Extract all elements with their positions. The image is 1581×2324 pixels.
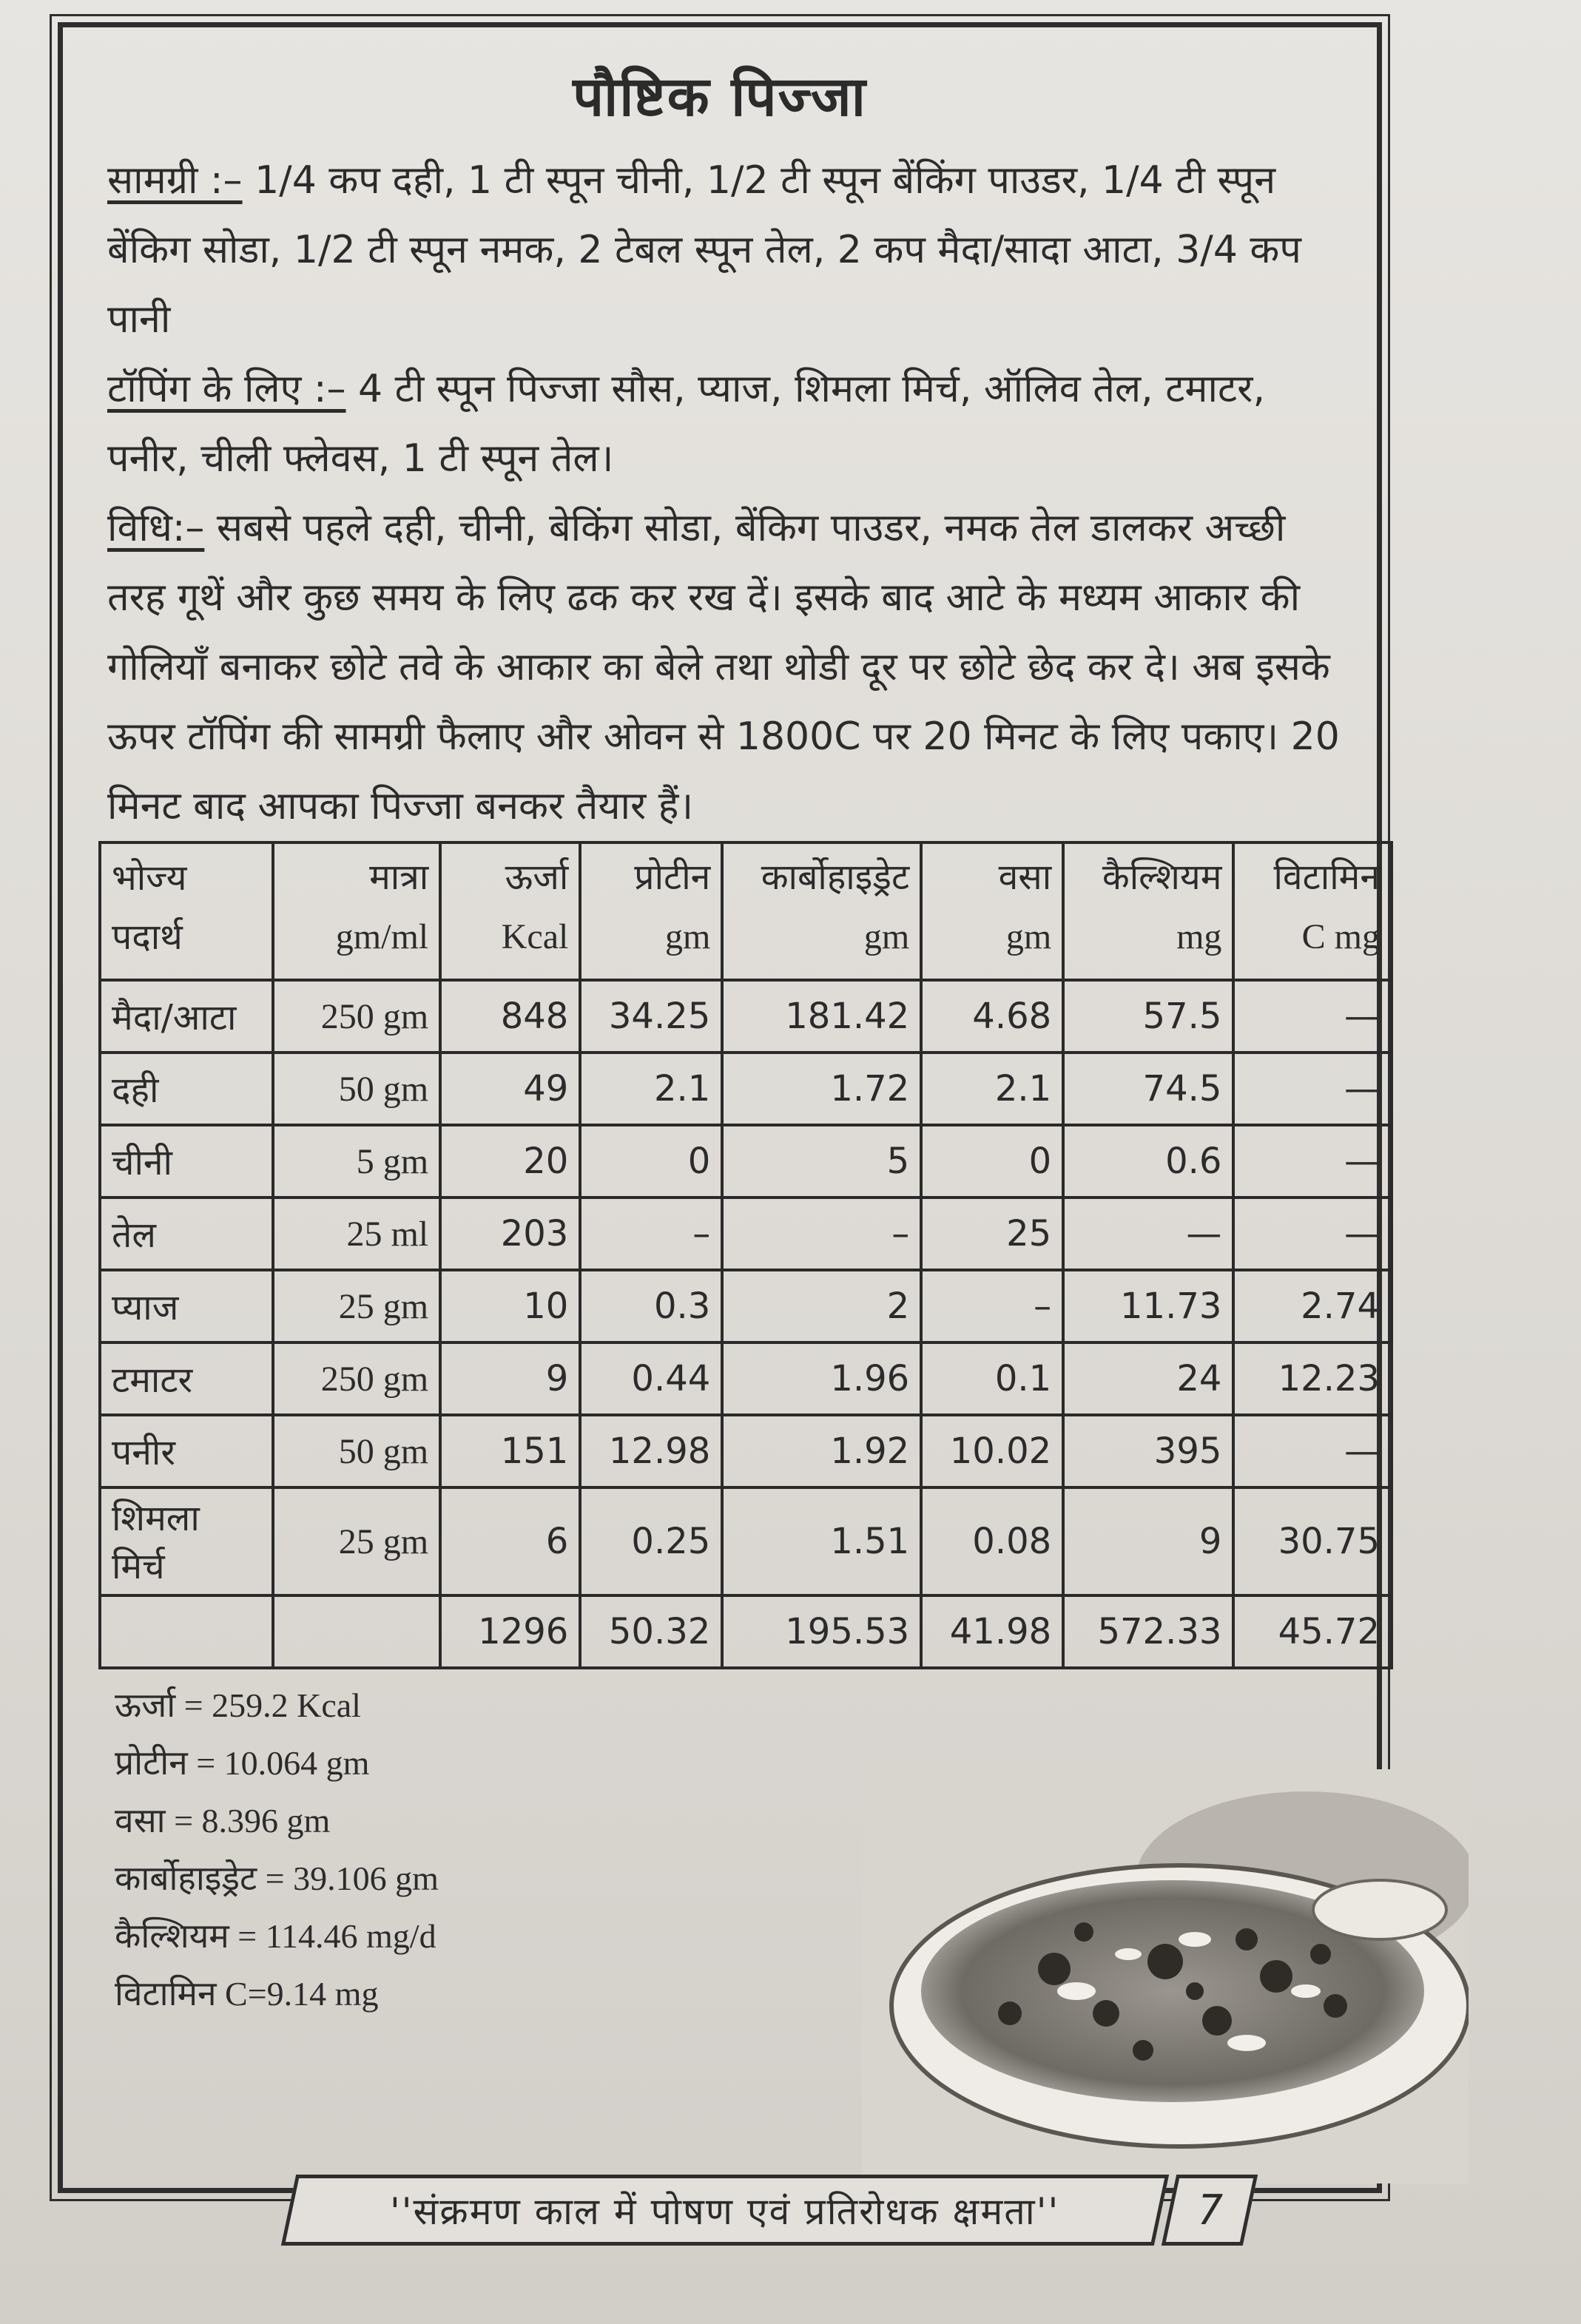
cell-calcium: 24 [1063, 1342, 1233, 1415]
table-row [100, 1415, 1392, 1487]
cell-calcium: 395 [1063, 1415, 1233, 1487]
table-header-row [100, 842, 1392, 980]
cell-carbohydrate: – [722, 1198, 921, 1270]
cell-fat: 0.1 [921, 1342, 1063, 1415]
cell-quantity: 5 gm [273, 1125, 441, 1198]
pizza-illustration [862, 1769, 1469, 2183]
cell-protein: 34.25 [580, 980, 722, 1053]
table-row [100, 1487, 1392, 1595]
cell-energy: 848 [440, 980, 580, 1053]
cell-vitamin-c: — [1233, 1125, 1392, 1198]
header-calcium: कैल्शियम mg [1063, 842, 1233, 980]
cell-fat: 0.08 [921, 1487, 1063, 1595]
summary-vitamin-c: विटामिन C=9.14 mg [115, 1975, 379, 2013]
table-row [100, 980, 1392, 1053]
recipe-title: पौष्टिक पिज्जा [573, 65, 867, 129]
cell-quantity: 50 gm [273, 1415, 441, 1487]
page-number: 7 [1162, 2175, 1258, 2246]
cell-calcium: 0.6 [1063, 1125, 1233, 1198]
cell-protein: – [580, 1198, 722, 1270]
cell-vitamin-c: — [1233, 1198, 1392, 1270]
cell-protein: 0.25 [580, 1487, 722, 1595]
total-energy: 1296 [440, 1595, 580, 1668]
cell-vitamin-c: — [1233, 1053, 1392, 1125]
book-title: ''संक्रमण काल में पोषण एवं प्रतिरोधक क्षमता'' [390, 2190, 1060, 2233]
cell-carbohydrate: 2 [722, 1270, 921, 1342]
cell-vitamin-c: 30.75 [1233, 1487, 1392, 1595]
total-calcium: 572.33 [1063, 1595, 1233, 1668]
cell-energy: 20 [440, 1125, 580, 1198]
cell-protein: 0.44 [580, 1342, 722, 1415]
ingredients-paragraph [107, 146, 1350, 354]
ingredients-label: सामग्री :– [107, 158, 243, 203]
cell-energy: 6 [440, 1487, 580, 1595]
cell-protein: 0.3 [580, 1270, 722, 1342]
table-total-row [100, 1595, 1392, 1668]
cell-protein: 12.98 [580, 1415, 722, 1487]
table-row [100, 1125, 1392, 1198]
nutrition-table [98, 841, 1393, 1669]
cell-vitamin-c: — [1233, 1415, 1392, 1487]
cell-fat: 10.02 [921, 1415, 1063, 1487]
topping-text: 4 टी स्पून पिज्जा सौस, प्याज, शिमला मिर्च, ऑलिव तेल, टमाटर, पनीर, चीली फ्लेवस, 1 टी स्पून तेल। [107, 367, 1265, 481]
page-border [58, 22, 1382, 2193]
cell-food: तेल [100, 1198, 273, 1270]
cell-calcium: — [1063, 1198, 1233, 1270]
cell-protein: 2.1 [580, 1053, 722, 1125]
method-text: सबसे पहले दही, चीनी, बेकिंग सोडा, बेंकिग पाउडर, नमक तेल डालकर अच्छी तरह गूथें और कुछ समय के लिए ढक कर रख दें। इसके बाद आटे के मध्यम आकार की गोलियाँ बनाकर छोटे तवे के आकार का बेले तथा थोडी दूर पर छोटे छेद कर दे। अब इसके ऊपर टॉपिंग की सामग्री फैलाए और ओवन से 1800C पर 20 मिनट के लिए पकाए। 20 मिनट बाद आपका पिज्जा बनकर तैयार हैं। [107, 506, 1340, 828]
method-paragraph [107, 493, 1350, 841]
cell-carbohydrate: 181.42 [722, 980, 921, 1053]
cell-calcium: 9 [1063, 1487, 1233, 1595]
cell-carbohydrate: 1.51 [722, 1487, 921, 1595]
cell-vitamin-c: 2.74 [1233, 1270, 1392, 1342]
cell-carbohydrate: 5 [722, 1125, 921, 1198]
method-label: विधि:– [107, 506, 205, 550]
page-footer [289, 2175, 1250, 2249]
cell-food: मैदा/आटा [100, 980, 273, 1053]
table-row [100, 1342, 1392, 1415]
total-protein: 50.32 [580, 1595, 722, 1668]
cell-food: पनीर [100, 1415, 273, 1487]
cell-quantity: 50 gm [273, 1053, 441, 1125]
cell-food: चीनी [100, 1125, 273, 1198]
cell-calcium: 57.5 [1063, 980, 1233, 1053]
total-vitamin-c: 45.72 [1233, 1595, 1392, 1668]
cell-fat: 25 [921, 1198, 1063, 1270]
ingredients-text: 1/4 कप दही, 1 टी स्पून चीनी, 1/2 टी स्पून बेंकिंग पाउडर, 1/4 टी स्पून बेंकिग सोडा, 1/2 टी स्पून नमक, 2 टेबल स्पून तेल, 2 कप मैदा/सादा आटा, 3/4 कप पानी [107, 158, 1301, 342]
summary-fat: वसा = 8.396 gm [115, 1802, 331, 1840]
header-protein: प्रोटीन gm [580, 842, 722, 980]
summary-protein: प्रोटीन = 10.064 gm [115, 1744, 370, 1782]
cell-fat: 2.1 [921, 1053, 1063, 1125]
cell-quantity: 25 gm [273, 1270, 441, 1342]
cell-quantity: 25 ml [273, 1198, 441, 1270]
cell-carbohydrate: 1.72 [722, 1053, 921, 1125]
recipe-body [107, 146, 1350, 841]
table-row [100, 1270, 1392, 1342]
total-fat: 41.98 [921, 1595, 1063, 1668]
cell-quantity [273, 1595, 441, 1668]
cell-carbohydrate: 1.96 [722, 1342, 921, 1415]
cell-food: दही [100, 1053, 273, 1125]
cell-quantity: 250 gm [273, 980, 441, 1053]
table-row [100, 1198, 1392, 1270]
cell-fat: 0 [921, 1125, 1063, 1198]
header-energy: ऊर्जा Kcal [440, 842, 580, 980]
cell-food: प्याज [100, 1270, 273, 1342]
cell-food [100, 1595, 273, 1668]
summary-energy: ऊर्जा = 259.2 Kcal [115, 1686, 361, 1724]
header-food: भोज्य पदार्थ [100, 842, 273, 980]
cell-fat: 4.68 [921, 980, 1063, 1053]
cell-energy: 49 [440, 1053, 580, 1125]
cell-energy: 151 [440, 1415, 580, 1487]
cell-food: शिमला मिर्च [100, 1487, 273, 1595]
header-carbohydrate: कार्बोहाइड्रेट gm [722, 842, 921, 980]
cell-calcium: 74.5 [1063, 1053, 1233, 1125]
cell-vitamin-c: — [1233, 980, 1392, 1053]
total-carbohydrate: 195.53 [722, 1595, 921, 1668]
header-fat: वसा gm [921, 842, 1063, 980]
cell-food: टमाटर [100, 1342, 273, 1415]
cell-energy: 203 [440, 1198, 580, 1270]
cell-energy: 9 [440, 1342, 580, 1415]
header-vitamin-c: विटामिन C mg [1233, 842, 1392, 980]
cell-carbohydrate: 1.92 [722, 1415, 921, 1487]
book-title-banner [281, 2175, 1169, 2246]
cell-quantity: 250 gm [273, 1342, 441, 1415]
topping-paragraph [107, 354, 1350, 493]
cell-fat: – [921, 1270, 1063, 1342]
table-row [100, 1053, 1392, 1125]
cell-vitamin-c: 12.23 [1233, 1342, 1392, 1415]
summary-carbohydrate: कार्बोहाइड्रेट = 39.106 gm [115, 1859, 439, 1897]
topping-label: टॉपिंग के लिए :– [107, 367, 346, 411]
summary-calcium: कैल्शियम = 114.46 mg/d [115, 1917, 436, 1955]
cell-protein: 0 [580, 1125, 722, 1198]
cell-calcium: 11.73 [1063, 1270, 1233, 1342]
per-serving-summary [115, 1677, 439, 2023]
cell-quantity: 25 gm [273, 1487, 441, 1595]
cell-energy: 10 [440, 1270, 580, 1342]
header-quantity: मात्रा gm/ml [273, 842, 441, 980]
